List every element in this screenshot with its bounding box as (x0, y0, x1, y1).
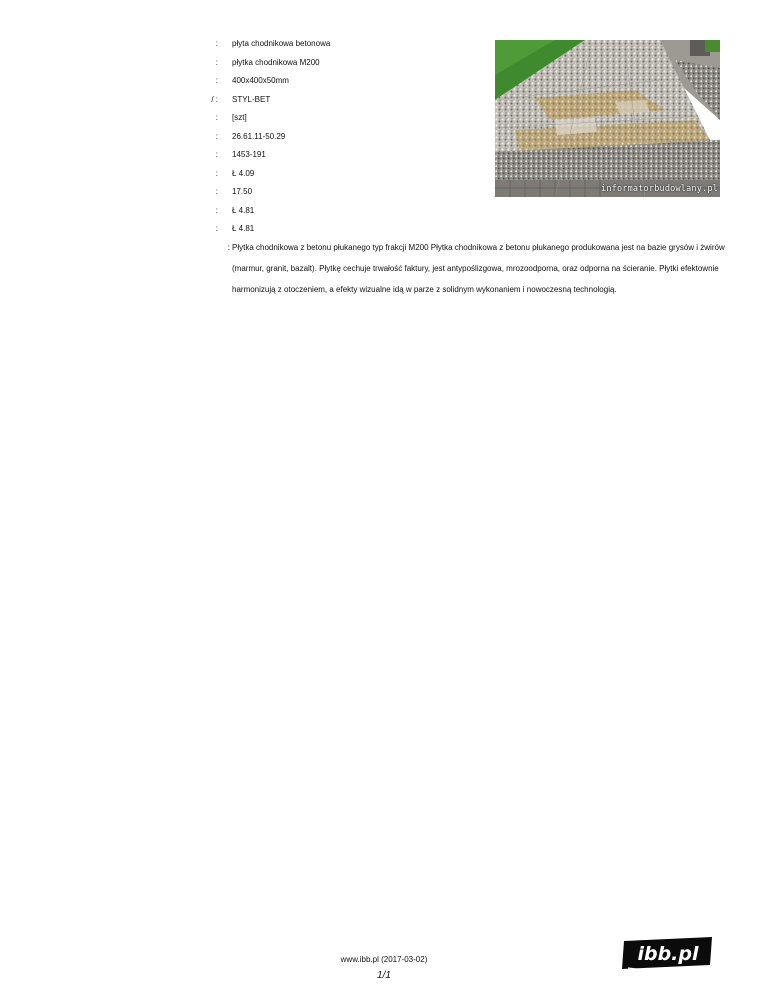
page-number: 1/1 (377, 970, 391, 981)
field-separator: : (215, 169, 218, 178)
field-separator: : (215, 132, 218, 141)
field-separator: : (215, 187, 218, 196)
field-name: płyta chodnikowa betonowa (232, 39, 331, 48)
field-price-gross-2: Ł 4.81 (232, 224, 255, 233)
field-index: 1453-191 (232, 150, 266, 159)
field-price-net: Ł 4.09 (232, 169, 255, 178)
field-separator: : (215, 76, 218, 85)
field-unit: [szt] (232, 113, 247, 122)
ibb-logo-icon (620, 935, 716, 973)
description-separator: : (227, 243, 230, 252)
field-separator: : (215, 113, 218, 122)
field-separator: / : (211, 95, 218, 104)
paving-photo-illustration (495, 40, 720, 197)
field-separator: : (215, 224, 218, 233)
field-separator: : (215, 39, 218, 48)
field-classification-code: 26.61.11-50.29 (232, 132, 286, 141)
field-separator: : (215, 206, 218, 215)
product-description: Płytka chodnikowa z betonu płukanego typ frakcji M200 Płytka chodnikowa z betonu płukanego produkowana jest na bazie grysów i żwirów (marmur, granit, bazalt). Płytkę cechuje trwałość faktury, jest antypoślizgowa, mrozoodporna, oraz odporna na ścieranie. Płytki efektownie harmonizują z otoczeniem, a efekty wizualne idą w parze z solidnym wykonaniem i nowoczesną technologią. (232, 243, 725, 294)
product-photo (495, 40, 720, 197)
field-separator: : (215, 58, 218, 67)
footer-source-url: www.ibb.pl (2017-03-02) (340, 955, 428, 964)
field-vat-rate: 17.50 (232, 187, 253, 196)
field-separator: : (215, 150, 218, 159)
ibb-logo (620, 935, 716, 973)
field-dimensions: 400x400x50mm (232, 76, 289, 85)
field-price-gross: Ł 4.81 (232, 206, 255, 215)
logo-text: ibb.pl (637, 943, 699, 965)
photo-watermark: informatorbudowlany.pl (601, 184, 718, 194)
field-manufacturer: STYL-BET (232, 95, 271, 104)
field-type: płytka chodnikowa M200 (232, 58, 320, 67)
